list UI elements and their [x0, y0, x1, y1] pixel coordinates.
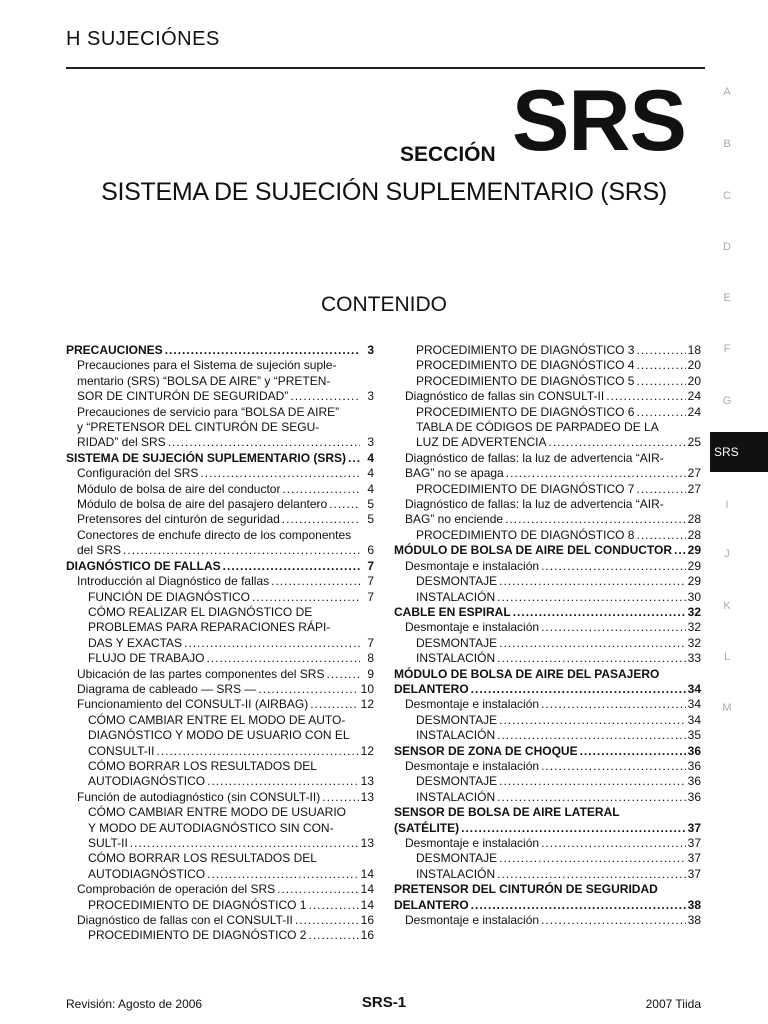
toc-page-number: 34 [687, 681, 701, 696]
toc-dot-leader [282, 512, 360, 527]
toc-entry-text: Y MODO DE AUTODIAGNÓSTICO SIN CON- [88, 820, 334, 835]
toc-entry-text: (SATÉLITE) [394, 820, 460, 835]
toc-page-number: 13 [360, 789, 374, 804]
toc-dot-leader [499, 851, 686, 866]
toc-entry-text: DESMONTAJE [416, 851, 498, 866]
section-title: SISTEMA DE SUJECIÓN SUPLEMENTARIO (SRS) [101, 178, 667, 206]
toc-entry-text: Ubicación de las partes componentes del SRS [77, 666, 325, 681]
toc-page-number: 36 [687, 758, 701, 773]
toc-page-number: 3 [367, 435, 374, 450]
toc-entry-text: del SRS [77, 543, 122, 558]
toc-page-number: 16 [360, 913, 374, 928]
toc-entry-text: PROCEDIMIENTO DE DIAGNÓSTICO 5 [416, 373, 635, 388]
toc-page-number: 35 [687, 728, 701, 743]
toc-entry-text: INSTALACIÓN [416, 728, 496, 743]
toc-page-number: 9 [367, 666, 374, 681]
side-index-active-tab[interactable]: SRS [710, 432, 768, 472]
toc-dot-leader [497, 867, 686, 882]
toc-entry[interactable] [66, 697, 374, 712]
toc-entry[interactable] [66, 451, 374, 466]
toc-entry[interactable] [66, 435, 374, 450]
toc-entry-text: PROCEDIMIENTO DE DIAGNÓSTICO 2 [88, 928, 307, 943]
toc-entry[interactable] [66, 559, 374, 574]
toc-entry[interactable] [66, 898, 374, 913]
toc-page-number: 20 [687, 358, 701, 373]
toc-dot-leader [348, 451, 360, 466]
toc-page-number: 27 [687, 481, 701, 496]
toc-page-number: 3 [367, 389, 374, 404]
toc-entry[interactable] [394, 713, 701, 728]
toc-page-number: 7 [367, 558, 374, 573]
toc-page-number: 14 [360, 866, 374, 881]
toc-entry-text: Diagnóstico de fallas sin CONSULT-II [405, 389, 605, 404]
toc-entry-text: DESMONTAJE [416, 635, 498, 650]
side-index-letter[interactable]: J [724, 548, 730, 560]
toc-dot-leader [541, 620, 686, 635]
toc-page-number: 37 [687, 851, 701, 866]
toc-entry-text: Diagnóstico de fallas: la luz de advertencia “AIR- [405, 450, 664, 465]
toc-page-number: 27 [687, 466, 701, 481]
toc-page-number: 28 [687, 512, 701, 527]
toc-entry[interactable] [66, 867, 374, 882]
toc-entry-text: BAG” no enciende [405, 512, 504, 527]
toc-entry[interactable] [394, 759, 701, 774]
toc-page-number: 20 [687, 373, 701, 388]
toc-entry[interactable] [394, 913, 701, 928]
toc-page-number: 37 [687, 836, 701, 850]
toc-entry[interactable] [394, 405, 701, 420]
side-index-letter[interactable]: C [723, 190, 731, 202]
toc-dot-leader [636, 358, 685, 373]
toc-dot-leader [497, 590, 686, 605]
toc-dot-leader [322, 790, 358, 805]
toc-entry[interactable] [394, 435, 701, 450]
toc-entry-text: PROBLEMAS PARA REPARACIONES RÁPI- [88, 620, 331, 635]
toc-dot-leader [548, 435, 685, 450]
toc-dot-leader [541, 759, 686, 774]
toc-entry[interactable] [394, 836, 701, 851]
toc-entry-text: CÓMO CAMBIAR ENTRE EL MODO DE AUTO- [88, 712, 346, 727]
toc-entry[interactable] [394, 851, 701, 866]
toc-dot-leader [580, 744, 686, 759]
side-index-letter[interactable]: D [723, 241, 731, 253]
toc-dot-leader [471, 682, 686, 697]
toc-dot-leader [258, 682, 358, 697]
toc-entry-text: Diagrama de cableado — SRS — [77, 681, 257, 696]
toc-entry-text: Configuración del SRS [77, 466, 199, 481]
toc-dot-leader [271, 574, 360, 589]
toc-entry-text: CONSULT-II [88, 743, 155, 758]
toc-page-number: 36 [687, 789, 701, 804]
toc-page-number: 34 [687, 712, 701, 727]
toc-page-number: 38 [687, 897, 701, 912]
toc-entry-text: PRETENSOR DEL CINTURÓN DE SEGURIDAD [394, 882, 658, 897]
toc-page-number: 12 [360, 697, 374, 712]
toc-entry-text: CABLE EN ESPIRAL [394, 604, 511, 619]
toc-entry[interactable] [394, 821, 701, 836]
toc-entry-text: MÓDULO DE BOLSA DE AIRE DEL CONDUCTOR [394, 543, 673, 558]
toc-page-number: 25 [687, 435, 701, 450]
toc-entry-text: AUTODIAGNÓSTICO [88, 774, 206, 789]
toc-dot-leader [184, 636, 360, 651]
toc-entry-text: SENSOR DE BOLSA DE AIRE LATERAL [394, 805, 620, 820]
toc-dot-leader [207, 774, 359, 789]
toc-entry-text: DIAGNÓSTICO DE FALLAS [66, 558, 221, 573]
side-index-letter[interactable]: B [723, 138, 731, 150]
toc-right-column [394, 343, 701, 928]
toc-entry[interactable] [66, 682, 374, 697]
toc-entry[interactable] [394, 744, 701, 759]
toc-entry[interactable] [66, 466, 374, 481]
toc-dot-leader [636, 482, 685, 497]
toc-dot-leader [207, 867, 359, 882]
toc-entry-text: DESMONTAJE [416, 774, 498, 789]
toc-entry-text: SULT-II [88, 836, 128, 850]
toc-entry-text: DELANTERO [394, 681, 469, 696]
side-index-letter[interactable]: F [723, 343, 731, 355]
toc-page-number: 33 [687, 651, 701, 666]
toc-dot-leader [636, 528, 685, 543]
toc-entry-text: SENSOR DE ZONA DE CHOQUE [394, 743, 578, 758]
toc-page-number: 29 [687, 543, 701, 558]
toc-entry[interactable] [394, 697, 701, 712]
side-index-letter[interactable]: A [723, 86, 731, 98]
toc-dot-leader [636, 374, 685, 389]
toc-page-number: 6 [367, 543, 374, 558]
toc-page-number: 32 [687, 604, 701, 619]
toc-entry[interactable] [394, 482, 701, 497]
toc-dot-leader [497, 651, 686, 666]
section-header-label: H SUJECIÓNES [66, 28, 220, 50]
toc-entry[interactable] [66, 744, 374, 759]
toc-page-number: 4 [367, 481, 374, 496]
toc-dot-leader [636, 343, 685, 358]
toc-page-number: 18 [687, 343, 701, 357]
toc-page-number: 28 [687, 527, 701, 542]
toc-entry-text: Precauciones de servicio para “BOLSA DE AIRE” [77, 404, 340, 419]
toc-entry[interactable] [394, 651, 701, 666]
toc-entry[interactable] [394, 512, 701, 527]
side-index-letter[interactable]: K [723, 600, 731, 612]
toc-entry-text: Desmontaje e instalación [405, 758, 540, 773]
toc-page-number: 37 [687, 820, 701, 835]
toc-dot-leader [277, 882, 359, 897]
toc-entry[interactable] [66, 389, 374, 404]
footer-revision: Revisión: Agosto de 2006 [66, 997, 203, 1011]
toc-entry-text: Desmontaje e instalación [405, 836, 540, 850]
toc-dot-leader [636, 405, 685, 420]
toc-entry-text: PROCEDIMIENTO DE DIAGNÓSTICO 8 [416, 527, 635, 542]
toc-dot-leader [541, 836, 686, 851]
toc-entry-text: DESMONTAJE [416, 712, 498, 727]
toc-entry-text: Desmontaje e instalación [405, 697, 540, 712]
toc-entry[interactable] [394, 636, 701, 651]
side-index-letter[interactable]: G [722, 395, 732, 407]
toc-page-number: 7 [367, 635, 374, 650]
toc-dot-leader [308, 898, 358, 913]
toc-entry-text: CÓMO CAMBIAR ENTRE MODO DE USUARIO [88, 805, 347, 820]
toc-entry-text: PROCEDIMIENTO DE DIAGNÓSTICO 3 [416, 343, 635, 357]
toc-entry[interactable] [66, 512, 374, 527]
toc-dot-leader [165, 343, 360, 358]
toc-entry-text: SISTEMA DE SUJECIÓN SUPLEMENTARIO (SRS) [66, 450, 347, 465]
section-code: SRS [512, 73, 686, 169]
side-index-letter[interactable]: E [723, 292, 731, 304]
toc-entry-text: DAS Y EXACTAS [88, 635, 183, 650]
toc-page-number: 24 [687, 389, 701, 404]
toc-entry[interactable] [394, 867, 701, 882]
toc-entry-text: Introducción al Diagnóstico de fallas [77, 574, 270, 589]
toc-entry[interactable] [394, 374, 701, 389]
toc-entry-text: Diagnóstico de fallas con el CONSULT-II [77, 913, 293, 928]
toc-entry[interactable] [66, 651, 374, 666]
toc-entry-text: DELANTERO [394, 897, 469, 912]
toc-entry[interactable] [394, 528, 701, 543]
toc-entry[interactable] [66, 343, 374, 358]
toc-dot-leader [499, 636, 686, 651]
toc-dot-leader [223, 559, 360, 574]
toc-entry-text: MÓDULO DE BOLSA DE AIRE DEL PASAJERO [394, 666, 660, 681]
toc-entry[interactable] [394, 358, 701, 373]
toc-entry-text: PROCEDIMIENTO DE DIAGNÓSTICO 6 [416, 404, 635, 419]
toc-entry[interactable] [394, 620, 701, 635]
toc-page-number: 13 [360, 836, 374, 850]
toc-page-number: 38 [687, 913, 701, 928]
toc-entry-text: BAG” no se apaga [405, 466, 504, 481]
toc-entry[interactable] [66, 543, 374, 558]
toc-entry[interactable] [394, 574, 701, 589]
toc-entry-text: PRECAUCIONES [66, 343, 163, 357]
footer-page-code: SRS-1 [361, 994, 407, 1011]
toc-page-number: 16 [360, 928, 374, 943]
toc-left-column [66, 343, 374, 944]
toc-page-number: 10 [360, 681, 374, 696]
toc-dot-leader [497, 790, 686, 805]
toc-page-number: 7 [367, 574, 374, 589]
toc-dot-leader [295, 913, 359, 928]
footer-model: 2007 Tiida [645, 997, 701, 1011]
toc-entry-text: Precauciones para el Sistema de sujeción suple- [77, 358, 337, 373]
toc-page-number: 24 [687, 404, 701, 419]
toc-entry[interactable] [66, 482, 374, 497]
toc-page-number: 29 [687, 558, 701, 573]
contents-heading: CONTENIDO [321, 293, 447, 316]
toc-entry-text: Desmontaje e instalación [405, 558, 540, 573]
toc-entry[interactable] [394, 898, 701, 913]
toc-entry-text: PROCEDIMIENTO DE DIAGNÓSTICO 1 [88, 897, 307, 912]
toc-page-number: 32 [687, 620, 701, 635]
toc-entry[interactable] [66, 636, 374, 651]
toc-dot-leader [461, 821, 686, 836]
side-index-letter[interactable]: M [722, 702, 732, 714]
toc-page-number: 37 [687, 866, 701, 881]
side-index-letter[interactable]: I [725, 499, 729, 511]
toc-dot-leader [499, 713, 686, 728]
toc-entry-text: Funcionamiento del CONSULT-II (AIRBAG) [77, 697, 309, 712]
toc-entry[interactable] [394, 590, 701, 605]
toc-entry[interactable] [394, 543, 701, 558]
toc-entry-text: DIAGNÓSTICO Y MODO DE USUARIO CON EL [88, 728, 350, 743]
toc-entry[interactable] [66, 667, 374, 682]
toc-entry-text: Desmontaje e instalación [405, 913, 540, 928]
toc-page-number: 29 [687, 574, 701, 589]
toc-entry-text: SOR DE CINTURÓN DE SEGURIDAD” [77, 389, 289, 404]
toc-entry[interactable] [394, 728, 701, 743]
toc-entry[interactable] [394, 682, 701, 697]
toc-dot-leader [168, 435, 360, 450]
side-index-letter[interactable]: L [723, 651, 731, 663]
toc-dot-leader [329, 497, 360, 512]
toc-entry[interactable] [394, 790, 701, 805]
seccion-label: SECCIÓN [400, 143, 496, 166]
toc-entry-text: DESMONTAJE [416, 574, 498, 589]
toc-entry-text: Diagnóstico de fallas: la luz de advertencia “AIR- [405, 497, 664, 512]
toc-page-number: 7 [367, 589, 374, 604]
toc-dot-leader [252, 590, 360, 605]
toc-dot-leader [506, 466, 686, 481]
toc-entry-text: AUTODIAGNÓSTICO [88, 866, 206, 881]
toc-entry-text: FLUJO DE TRABAJO [88, 651, 205, 666]
toc-dot-leader [513, 605, 686, 620]
toc-entry[interactable] [394, 343, 701, 358]
toc-entry[interactable] [394, 389, 701, 404]
toc-page-number: 36 [687, 774, 701, 789]
toc-entry-text: Módulo de bolsa de aire del conductor [77, 481, 281, 496]
toc-entry-text: y “PRETENSOR DEL CINTURÓN DE SEGU- [77, 420, 320, 435]
toc-dot-leader [156, 744, 358, 759]
toc-page-number: 14 [360, 882, 374, 897]
toc-entry[interactable] [66, 790, 374, 805]
toc-entry[interactable] [66, 836, 374, 851]
toc-entry-text: FUNCIÓN DE DIAGNÓSTICO [88, 589, 251, 604]
toc-dot-leader [541, 913, 686, 928]
toc-dot-leader [471, 898, 686, 913]
toc-page-number: 8 [367, 651, 374, 666]
header-rule [66, 67, 705, 69]
toc-entry[interactable] [394, 605, 701, 620]
toc-entry[interactable] [66, 774, 374, 789]
toc-page-number: 13 [360, 774, 374, 789]
toc-dot-leader [282, 482, 360, 497]
toc-entry-text: CÓMO BORRAR LOS RESULTADOS DEL [88, 758, 317, 773]
toc-entry-text: Desmontaje e instalación [405, 620, 540, 635]
toc-entry[interactable] [66, 913, 374, 928]
toc-page-number: 4 [367, 466, 374, 481]
toc-dot-leader [290, 389, 360, 404]
toc-dot-leader [541, 559, 686, 574]
toc-entry[interactable] [66, 590, 374, 605]
toc-entry-text: Pretensores del cinturón de seguridad [77, 512, 280, 527]
toc-dot-leader [206, 651, 360, 666]
toc-page-number: 32 [687, 635, 701, 650]
toc-page-number: 36 [687, 743, 701, 758]
toc-page-number: 5 [367, 497, 374, 512]
toc-entry-text: Comprobación de operación del SRS [77, 882, 276, 897]
toc-entry-text: CÓMO REALIZAR EL DIAGNÓSTICO DE [88, 604, 313, 619]
toc-dot-leader [326, 667, 360, 682]
toc-entry-text: mentario (SRS) “BOLSA DE AIRE” y “PRETEN- [77, 373, 331, 388]
toc-entry-text: Función de autodiagnóstico (sin CONSULT-II) [77, 789, 321, 804]
toc-entry[interactable] [66, 574, 374, 589]
toc-entry[interactable] [66, 928, 374, 943]
toc-entry-text: Módulo de bolsa de aire del pasajero delantero [77, 497, 328, 512]
toc-page-number: 3 [367, 343, 374, 357]
toc-page-number: 34 [687, 697, 701, 712]
toc-dot-leader [310, 697, 358, 712]
toc-page-number: 12 [360, 743, 374, 758]
toc-entry[interactable] [394, 559, 701, 574]
toc-dot-leader [497, 728, 686, 743]
toc-entry-text: INSTALACIÓN [416, 789, 496, 804]
toc-entry-text: TABLA DE CÓDIGOS DE PARPADEO DE LA [416, 420, 659, 435]
toc-dot-leader [130, 836, 359, 851]
toc-entry[interactable] [394, 774, 701, 789]
toc-entry-text: Conectores de enchufe directo de los componentes [77, 527, 352, 542]
toc-entry-text: CÓMO BORRAR LOS RESULTADOS DEL [88, 851, 317, 866]
toc-dot-leader [541, 697, 686, 712]
toc-entry-text: PROCEDIMIENTO DE DIAGNÓSTICO 7 [416, 481, 635, 496]
toc-entry[interactable] [66, 882, 374, 897]
toc-entry-text: LUZ DE ADVERTENCIA [416, 435, 547, 450]
toc-entry-text: INSTALACIÓN [416, 866, 496, 881]
toc-dot-leader [606, 389, 685, 404]
toc-entry-text: RIDAD” del SRS [77, 435, 166, 450]
toc-entry[interactable] [66, 497, 374, 512]
toc-dot-leader [499, 774, 686, 789]
toc-entry-text: INSTALACIÓN [416, 651, 496, 666]
toc-entry-text: INSTALACIÓN [416, 589, 496, 604]
toc-page-number: 14 [360, 897, 374, 912]
toc-entry-text: PROCEDIMIENTO DE DIAGNÓSTICO 4 [416, 358, 635, 373]
toc-dot-leader [505, 512, 686, 527]
toc-dot-leader [499, 574, 686, 589]
toc-dot-leader [200, 466, 360, 481]
toc-entry[interactable] [394, 466, 701, 481]
toc-dot-leader [674, 543, 686, 558]
toc-dot-leader [123, 543, 360, 558]
toc-page-number: 30 [687, 589, 701, 604]
toc-page-number: 5 [367, 512, 374, 527]
toc-page-number: 4 [367, 450, 374, 465]
toc-dot-leader [308, 928, 358, 943]
